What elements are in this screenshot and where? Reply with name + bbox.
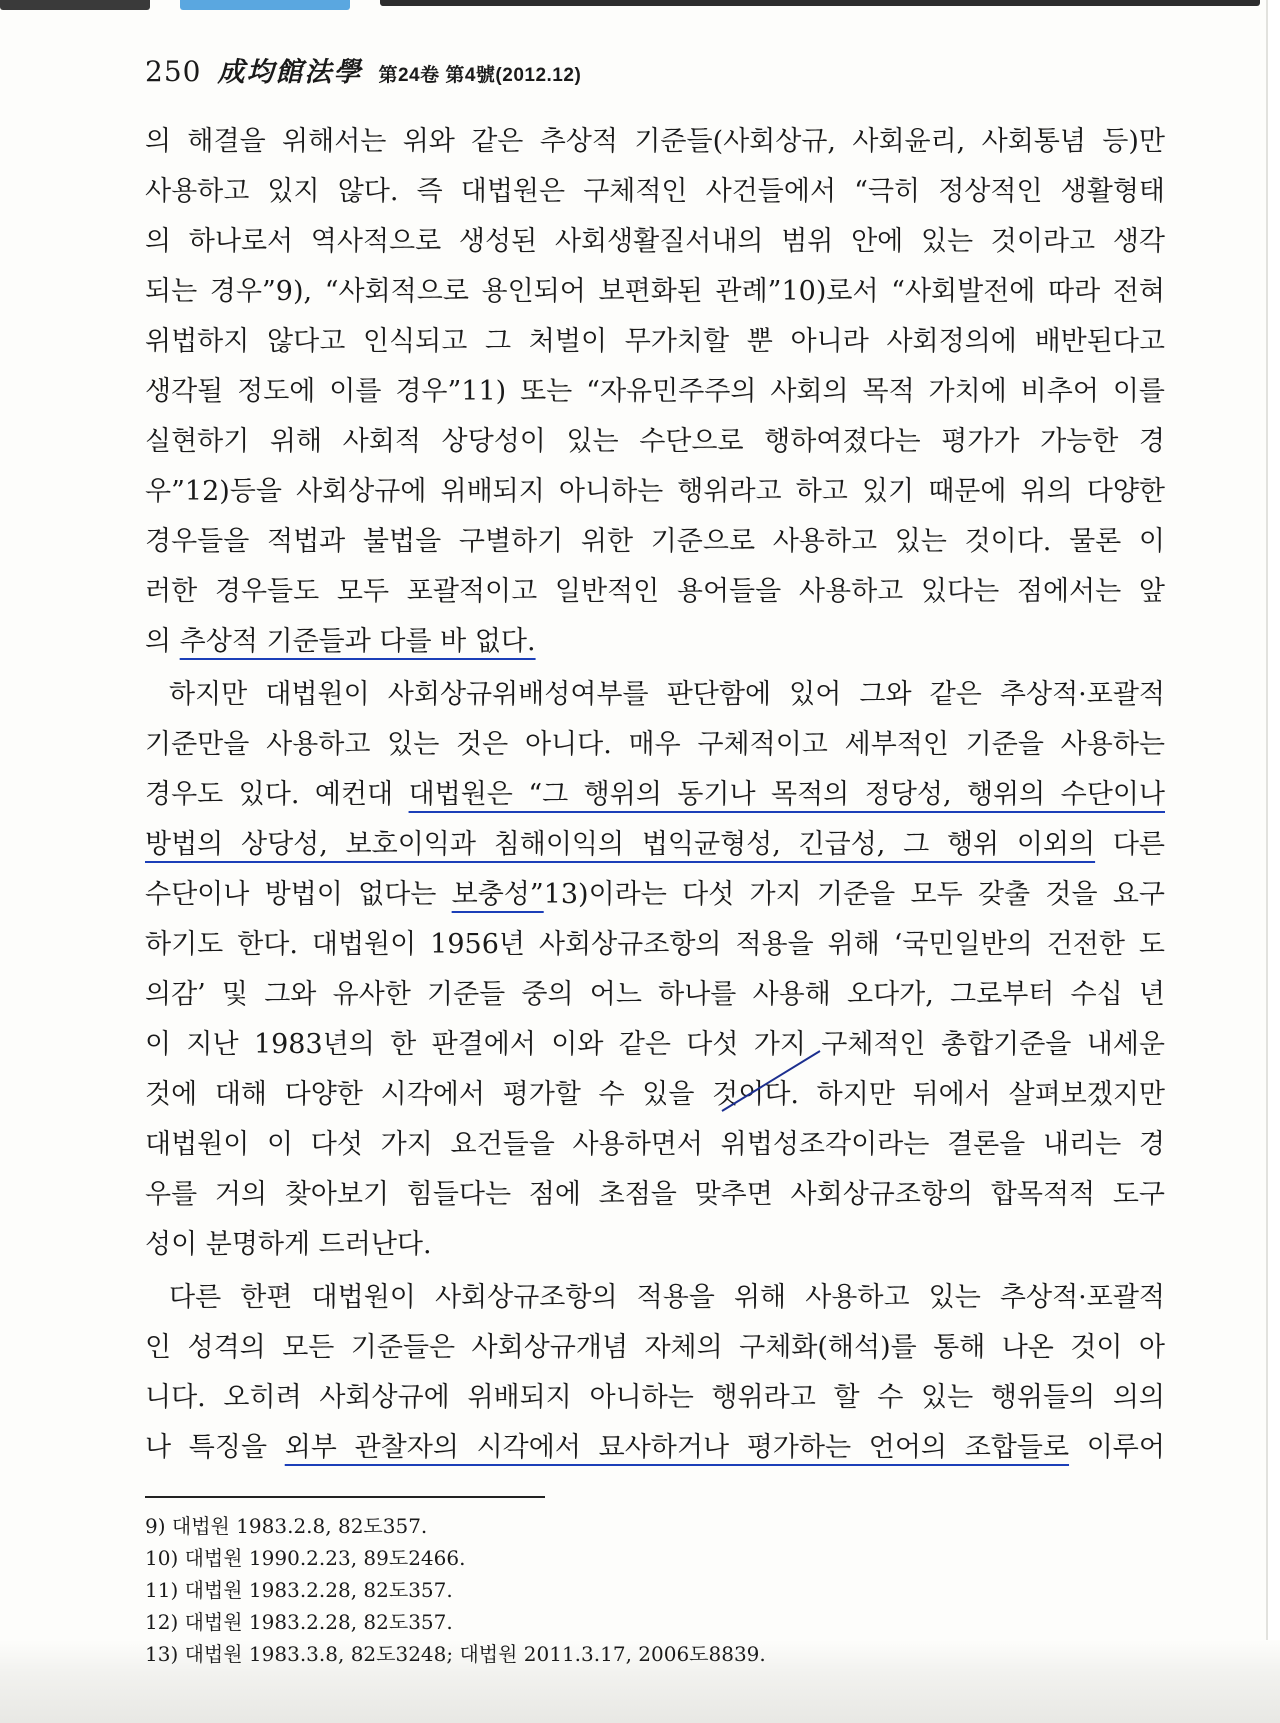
underlined-phrase: 외부 관찰자의 시각에서 묘사하거나 평가하는 언어의 조합들로 [284, 1432, 1070, 1463]
text-line: 경우들을 적법과 불법을 구별하기 위한 기준으로 사용하고 있는 것이다. 물론 이 [145, 526, 1165, 557]
running-header [145, 50, 581, 89]
footnote: 13) 대법원 1983.3.8, 82도3248; 대법원 2011.3.17, 2006도8839. [145, 1642, 766, 1666]
footnote: 11) 대법원 1983.2.28, 82도357. [145, 1578, 453, 1602]
text-line: 니다. 오히려 사회상규에 위배되지 아니하는 행위라고 할 수 있는 행위들의 의의 [145, 1382, 1165, 1413]
underlined-phrase: 추상적 기준들과 다를 바 없다. [179, 626, 536, 657]
text-line: 러한 경우들도 모두 포괄적이고 일반적인 용어들을 사용하고 있다는 점에서는 앞 [145, 576, 1165, 607]
text-line: 위법하지 않다고 인식되고 그 처벌이 무가치할 뿐 아니라 사회정의에 배반된다고 [145, 326, 1165, 357]
paragraph-3 [145, 1273, 1165, 1473]
text-span: 의 [145, 626, 180, 657]
text-line [145, 870, 1165, 920]
footnote-separator [145, 1496, 545, 1498]
text-line: 하기도 한다. 대법원이 1956년 사회상규조항의 적용을 위해 ‘국민일반의 건전한 도 [145, 929, 1165, 960]
text-span: 나 특징을 [145, 1432, 285, 1463]
text-line: 대법원이 이 다섯 가지 요건들을 사용하면서 위법성조각이라는 결론을 내리는 경 [145, 1129, 1165, 1160]
text-line: 우를 거의 찾아보기 힘들다는 점에 초점을 맞추면 사회상규조항의 합목적적 도구 [145, 1179, 1165, 1210]
text-line: 성이 분명하게 드러난다. [145, 1229, 432, 1260]
pen-stroke-mark [720, 1045, 830, 1115]
underlined-phrase: 방법의 상당성, 보호이익과 침해이익의 법익균형성, 긴급성, 그 행위 이외의 [145, 829, 1096, 860]
footnote: 12) 대법원 1983.2.28, 82도357. [145, 1610, 453, 1634]
text-line: 의 하나로서 역사적으로 생성된 사회생활질서내의 범위 안에 있는 것이라고 생각 [145, 226, 1165, 257]
paragraph-2 [145, 670, 1165, 1270]
underlined-phrase: 대법원은 “그 행위의 동기나 목적의 정당성, 행위의 수단이나 [408, 779, 1165, 810]
text-line [145, 617, 1165, 667]
footnote: 9) 대법원 1983.2.8, 82도357. [145, 1514, 428, 1538]
text-span: 다른 [1095, 829, 1165, 860]
journal-title: 成均館法學 [217, 57, 363, 88]
text-line: 인 성격의 모든 기준들은 사회상규개념 자체의 구체화(해석)를 통해 나온 것이 아 [145, 1332, 1165, 1363]
blue-tab-marker [180, 0, 350, 10]
footnotes [145, 1510, 766, 1670]
paragraph-1 [145, 117, 1165, 667]
text-line: 하지만 대법원이 사회상규위배성여부를 판단함에 있어 그와 같은 추상적·포괄적 [169, 679, 1165, 710]
text-line [145, 820, 1165, 870]
text-line [145, 1423, 1165, 1473]
text-line: 기준만을 사용하고 있는 것은 아니다. 매우 구체적이고 세부적인 기준을 사용하는 [145, 729, 1165, 760]
text-line: 실현하기 위해 사회적 상당성이 있는 수단으로 행하여졌다는 평가가 가능한 경 [145, 426, 1165, 457]
underlined-phrase: 보충성” [451, 879, 544, 910]
footnote: 10) 대법원 1990.2.23, 89도2466. [145, 1546, 466, 1570]
text-line: 우”12)등을 사회상규에 위배되지 아니하는 행위라고 하고 있기 때문에 위의 다양한 [145, 476, 1165, 507]
text-span: 수단이나 방법이 없다는 [145, 879, 452, 910]
text-span: 이루어 [1069, 1432, 1165, 1463]
text-line: 사용하고 있지 않다. 즉 대법원은 구체적인 사건들에서 “극히 정상적인 생활형태 [145, 176, 1165, 207]
text-line: 다른 한편 대법원이 사회상규조항의 적용을 위해 사용하고 있는 추상적·포괄적 [169, 1282, 1165, 1313]
text-line: 생각될 정도에 이를 경우”11) 또는 “자유민주주의 사회의 목적 가치에 비추어 이를 [145, 376, 1165, 407]
text-line: 의 해결을 위해서는 위와 같은 추상적 기준들(사회상규, 사회윤리, 사회통념 등)만 [145, 126, 1165, 157]
binding-edge-right [380, 0, 1260, 6]
text-span: 경우도 있다. 예컨대 [145, 779, 409, 810]
body-text [145, 117, 1165, 1473]
issue-info: 第24卷 第4號(2012.12) [378, 65, 582, 86]
text-line [145, 770, 1165, 820]
binding-edge-left [0, 0, 150, 10]
text-line: 되는 경우”9), “사회적으로 용인되어 보편화된 관례”10)로서 “사회발전에 따라 전혀 [145, 276, 1165, 307]
page-number: 250 [145, 55, 202, 88]
text-line: 것에 대해 다양한 시각에서 평가할 수 있을 것이다. 하지만 뒤에서 살펴보겠지만 [145, 1079, 1165, 1110]
text-span: 13)이라는 다섯 가지 기준을 모두 갖출 것을 요구 [543, 879, 1165, 910]
text-line: 이 지난 1983년의 한 판결에서 이와 같은 다섯 가지 구체적인 총합기준을 내세운 [145, 1029, 1165, 1060]
text-line: 의감’ 및 그와 유사한 기준들 중의 어느 하나를 사용해 오다가, 그로부터 수십 년 [145, 979, 1165, 1010]
